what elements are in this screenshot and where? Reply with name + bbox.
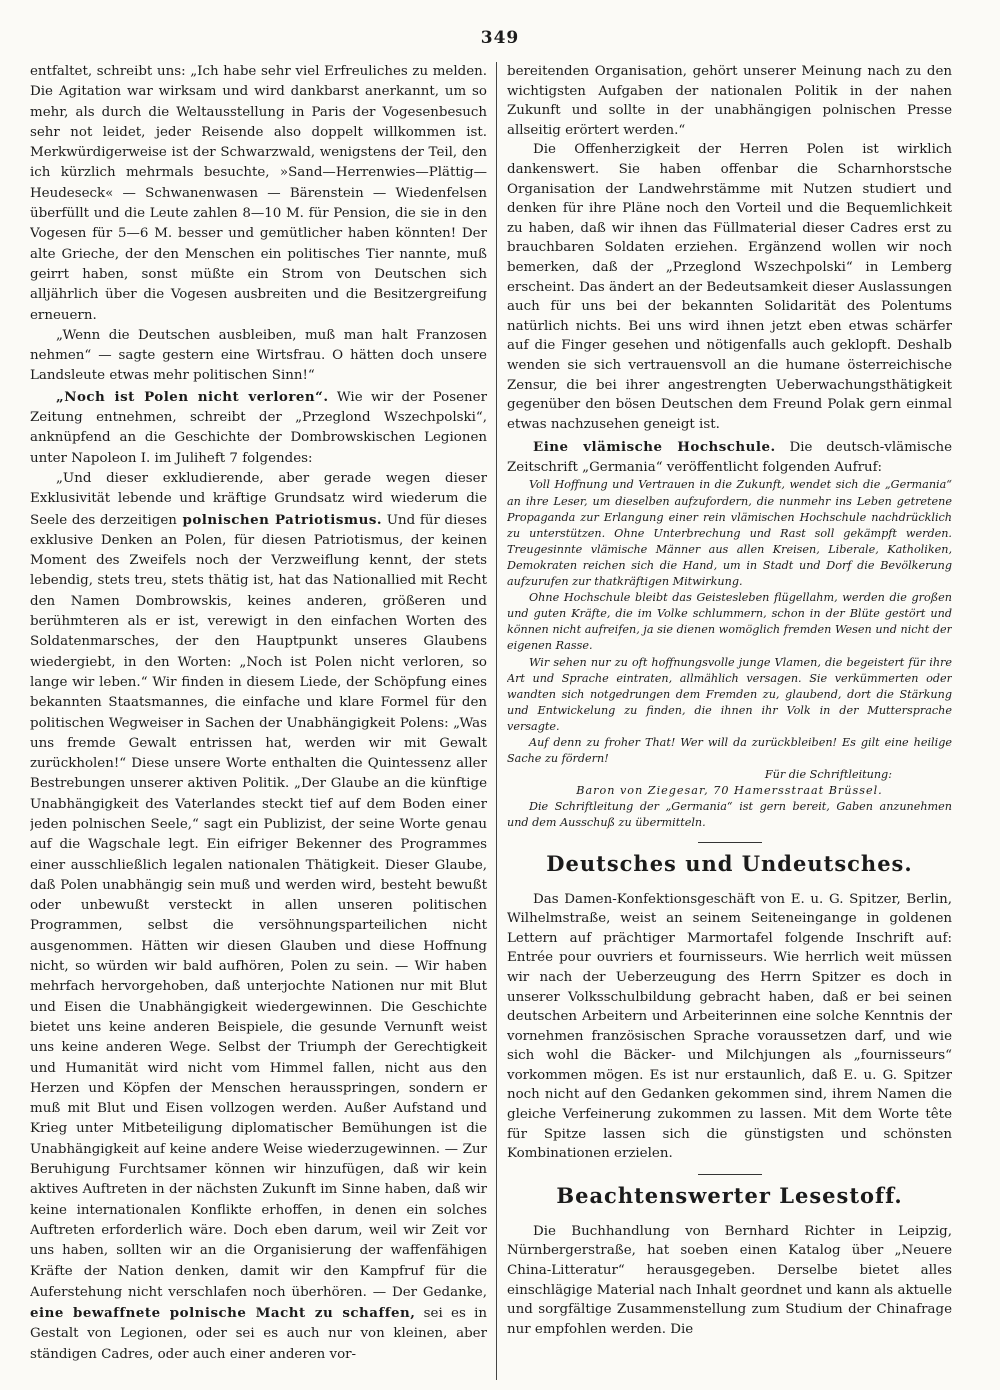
article-paragraph (30, 387, 487, 469)
section-heading: Beachtenswerter Lesestoff. (556, 1182, 903, 1208)
quote-text: Wir sehen nur zu oft hoffnungsvolle junge Vlamen, die begeistert für ihre Art und Sprache eintraten, allmählich versagen. Sie verkümmerten oder wandten sich notgedrungen dem Fremden zu, glaubend, dort die Stärkung und Entwickelung zu finden, die ihnen ihr Volk in der Muttersprache versagte. (507, 655, 952, 733)
article-paragraph (30, 469, 487, 1365)
article-text: „Und dieser exkludierende, aber gerade wegen dieser Exklusivität lebende und kräftige Grundsatz wird wiederum die Seele des derzeitigen (30, 470, 487, 528)
column-divider (496, 62, 497, 1380)
appeal-quote (507, 477, 952, 831)
article-text: bereitenden Organisation, gehört unserer Meinung nach zu den wichtigsten Aufgaben der nationalen Politik in der nahen Zukunft und sollte in der unabhängigen polnischen Presse allseitig erörtert werden.“ (507, 64, 952, 138)
article-text: Die Buchhandlung von Bernhard Richter in Leipzig, Nürnbergerstraße, hat soeben einen Katalog über „Neuere China-Litteratur“ herausgegeben. Derselbe bietet alles einschlägige Material nach Inhalt geordnet und kann als aktuelle und sorgfältige Zusammenstellung zum Studium der Chinafrage nur empfohlen werden. Die (507, 1223, 952, 1337)
section-divider (698, 1174, 762, 1175)
article-text: entfaltet, schreibt uns: „Ich habe sehr viel Erfreuliches zu melden. Die Agitation war wirksam und wird dankbarst anerkannt, um so mehr, als durch die Weltausstellung in Paris der Vogesenbesuch sehr not leidet, jeder Reisende also doppelt willkommen ist. Merkwürdigerweise ist der Schwarzwald, wenigstens der Teil, den ich kürzlich mehrmals besuchte, »Sand—Herrenwies—Plättig—Heudeseck« — Schwanenwasen — Bärenstein — Wiedenfelsen überfüllt und die Leute zahlen 8—10 M. für Pension, die sie in den Vogesen für 5—6 M. besser und gemütlicher haben könnten! Der alte Grieche, der den Menschen ein politisches Tier nannte, muß geirrt haben, sonst müßte ein Strom von Deutschen sich alljährlich über die Vogesen ausbreiten und die Besitzergreifung erneuern. (30, 64, 487, 323)
signature-name: Baron von Ziegesar, 70 Hamersstraat Brüssel. (576, 784, 883, 798)
article-paragraph (507, 438, 952, 477)
quote-text: Voll Hoffnung und Vertrauen in die Zukunft, wendet sich die „Germania“ an ihre Leser, um dieselben aufzufordern, die nunmehr ins Leben getretene Propaganda zur Erlangung einer rein vlämischen Hochschule nachdrücklich zu unterstützen. Ohne Unterbrechung und Rast soll gekämpft werden. Treugesinnte vlämische Männer aus allen Kreisen, Liberale, Katholiken, Demokraten reichen sich die Hand, um in Stadt und Dorf die Bevölkerung aufzurufen zur thatkräftigen Mitwirkung. (507, 478, 952, 589)
article-text: Wie wir der Posener Zeitung entnehmen, schreibt der „Przeglond Wszechpolski“, anknüpfend an die Geschichte der Dombrowskischen Legionen unter Napoleon I. im Juliheft 7 folgendes: (30, 389, 487, 466)
quote-text: Die Schriftleitung der „Germania“ ist gern bereit, Gaben anzunehmen und dem Ausschuß zu übermitteln. (507, 800, 952, 830)
article-text: Die Offenherzigkeit der Herren Polen ist wirklich dankenswert. Sie haben offenbar die Scharnhorstsche Organisation der Landwehrstämme mit Nutzen studiert und denken für ihre Pläne noch den Vorteil und die Bequemlichkeit zu haben, daß wir ihnen das Füllmaterial dieser Cadres erst zu brauchbaren Soldaten erziehen. Ergänzend wollen wir noch bemerken, daß der „Przeglond Wszechpolski“ in Lemberg erscheint. Das ändert an der Bedeutsamkeit dieser Auslassungen auch für uns bei der bekannten Solidarität des Polentums natürlich nichts. Bei uns wird ihnen jetzt eben etwas schärfer auf die Finger gesehen und nötigenfalls auch geklopft. Deshalb wenden sie sich vertrauensvoll an die humane österreichische Zensur, die bei ihrer angestrengten Ueberwachungsthätigkeit gegenüber den bösen Deutschen dem Freund Polak gern einmal etwas nachzusehen geneigt ist. (507, 142, 952, 432)
quote-text: Auf denn zu froher That! Wer will da zurückbleiben! Es gilt eine heilige Sache zu fördern! (507, 735, 952, 766)
signature-line: Für die Schriftleitung: (764, 768, 892, 782)
emphasis-text: polnischen Patriotismus. (176, 511, 383, 528)
emphasis-text: eine bewaffnete polnische Macht zu schaffen, (30, 1305, 416, 1322)
article-text: Und für dieses exklusive Denken an Polen, für diesen Patriotismus, der keinen Moment des Zweifels noch der Verzweiflung kennt, der stets lebendig, stets treu, stets thätig ist, hat das Nationallied mit Recht den Namen Dombrowskis, keines anderen, größeren und berühmteren als er ist, verewigt in den einfachen Worten des Soldatenmarsches, der den Hauptpunkt unseres Glaubens wiedergiebt, in den Worten: „Noch ist Polen nicht verloren, so lange wir leben.“ Wir finden in diesem Liede, der Schöpfung eines bekannten Staatsmannes, die einfache und klare Formel für den politischen Wegweiser in Sachen der Unabhängigkeit Polens: „Was uns fremde Gewalt entrissen hat, werden wir mit Gewalt zurückholen!“ Diese unsere Worte enthalten die Quintessenz aller Bestrebungen unserer aktiven Politik. „Der Glaube an die künftige Unabhängigkeit des Vaterlandes steckt tief auf dem Boden einer jeden polnischen Seele,“ sagt ein Publizist, der seine Worte genau auf die Wagschale legt. Ein eifriger Bekenner des Programmes einer ausschließlich legalen nationalen Thätigkeit. Dieser Glaube, daß Polen unabhängig sein muß und werden wird, besteht bewußt oder unbewußt versteckt in allen unseren politischen Programmen, selbst die versöhnungsparteilichen nicht ausgenommen. Hätten wir diesen Glauben und diese Hoffnung nicht, so würden wir bald aufhören, Polen zu sein. — Wir haben mehrfach hervorgehoben, daß unterjochte Nationen nur mit Blut und Eisen die Unabhängigkeit wiedergewinnen. Die Geschichte bietet uns keine anderen Beispiele, die gesunde Vernunft weist uns keine anderen Wege. Selbst der Triumph der Gerechtigkeit und Humanität wird nicht vom Himmel fallen, nicht aus den Herzen und Köpfen der Menschen herausspringen, sondern er muß mit Blut und Eisen vollzogen werden. Außer Aufstand und Krieg unter Mitbeteiligung diplomatischer Bemühungen ist die Unabhängigkeit auf keine andere Weise wiederzugewinnen. — Zur Beruhigung Furchtsamer können wir hinzufügen, daß wir kein aktives Auftreten in der nächsten Zukunft im Sinne haben, daß wir keine internationalen Konflikte erhoffen, in denen ein solches Auftreten erforderlich wäre. Doch eben darum, weil wir Zeit vor uns haben, sollten wir an die Organisierung der waffenfähigen Kräfte der Nation denken, damit wir den Kampfruf für die Auferstehung nicht verschlafen noch überhören. — Der Gedanke, (30, 512, 487, 1300)
article-text: Das Damen-Konfektionsgeschäft von E. u. G. Spitzer, Berlin, Wilhelmstraße, weist an seinem Seiteneingange in goldenen Lettern auf prächtiger Marmortafel folgende Inschrift auf: Entrée pour ouvriers et fournisseurs. Wie herrlich weit müssen wir nach der Ueberzeugung des Herrn Spitzer es doch in unserer Volksschulbildung gebracht haben, daß er bei seinen deutschen Arbeitern und Arbeiterinnen eine solche Kenntnis der vornehmen französischen Sprache voraussetzen darf, und wie sich wohl die Bäcker- und Milchjungen als „fournisseurs“ vorkommen mögen. Es ist nur erstaunlich, daß E. u. G. Spitzer noch nicht auf den Gedanken gekommen sind, ihrem Namen die gleiche Verfeinerung zukommen zu lassen. Mit dem Worte tête für Spitze lassen sich die günstigsten und schönsten Kombinationen erzielen. (507, 891, 952, 1162)
page-number: 349 (480, 28, 520, 48)
article-text: „Wenn die Deutschen ausbleiben, muß man halt Franzosen nehmen“ — sagte gestern eine Wirtsfrau. O hätten doch unsere Landsleute etwas mehr politischen Sinn!“ (30, 327, 487, 384)
section-heading: Deutsches und Undeutsches. (546, 850, 913, 876)
article-text: sei es in Gestalt von Legionen, oder sei es auch nur von kleinen, aber ständigen Cadres, oder auch einer anderen vor- (30, 1306, 487, 1362)
article-text: Die deutsch-vlämische Zeitschrift „Germania“ veröffentlicht folgenden Aufruf: (507, 440, 952, 475)
quote-text: Ohne Hochschule bleibt das Geistesleben flügellahm, werden die großen und guten Kräfte, die im Volke schlummern, schon in der Blüte gestört und können nicht aufreifen, ja sie dienen womöglich fremden Wesen und nicht der eigenen Rasse. (507, 591, 952, 653)
article-headline-inline: „Noch ist Polen nicht verloren“. (56, 388, 329, 405)
article-headline-inline: Eine vlämische Hochschule. (533, 439, 776, 456)
section-divider (698, 842, 762, 843)
right-column (507, 62, 952, 1380)
left-column (30, 62, 487, 1380)
